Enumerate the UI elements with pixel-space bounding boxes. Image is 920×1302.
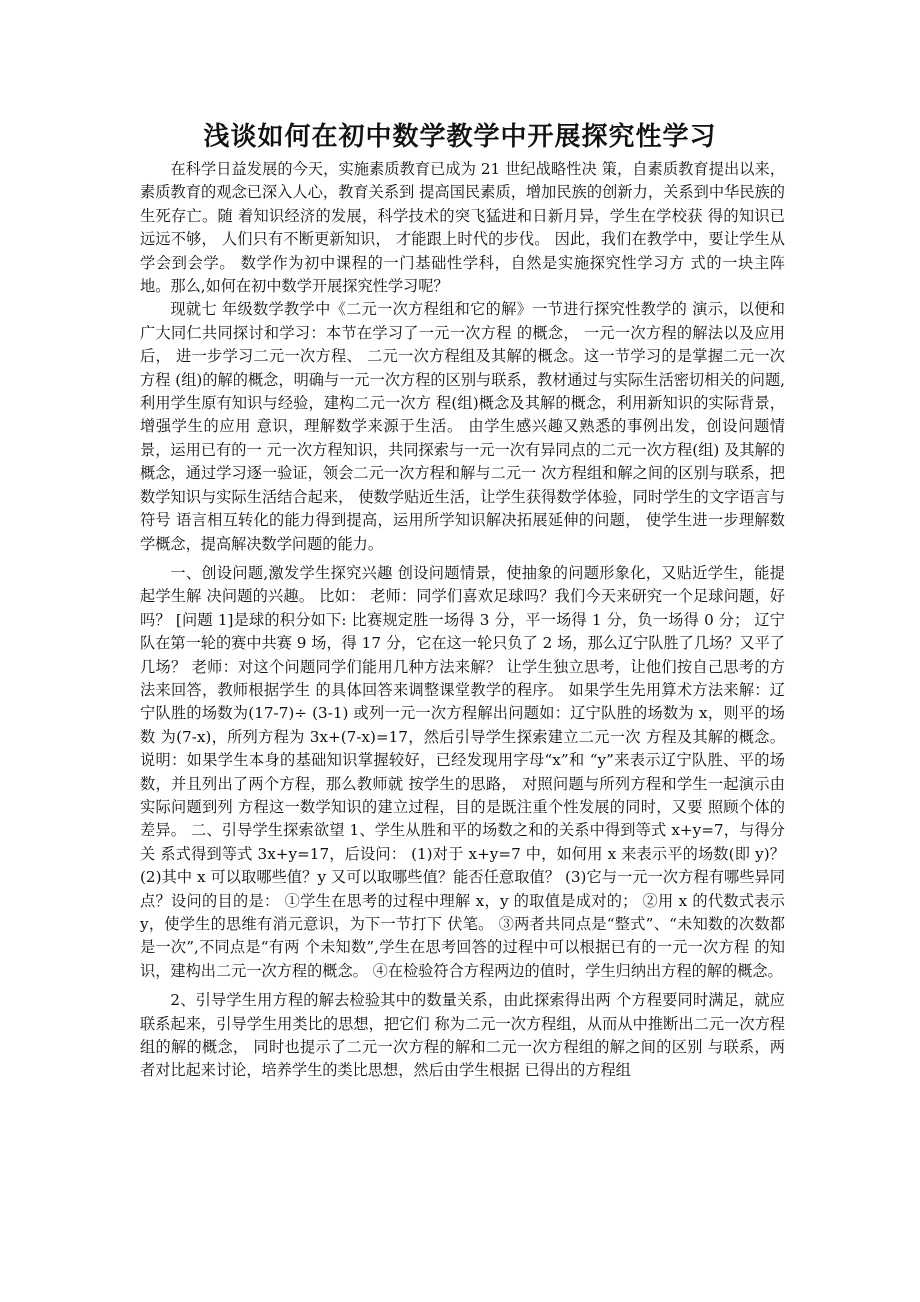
document-title: 浅谈如何在初中数学教学中开展探究性学习 (203, 122, 717, 152)
paragraph-demo: 现就七 年级数学教学中《二元一次方程组和它的解》一节进行探究性教学的 演示，以便和广大同仁共同探讨和学习：本节在学习了一元一次方程 的概念， 一元一次方程的解法以及应用后， 进一步学习二元一次方程、 二元一次方程组及其解的概念。这一节学习的是掌握二元一次方程 (组)的解的概念，明确与一元一次方程的区别与联系，教材通过与实际生活密切相关的问题,利用学生原有知识与经验，建构二元一次方 程(组)概念及其解的概念，利用新知识的实际背景，增强学生的应用 意识，理解数学来源于生活。 由学生感兴趣又熟悉的事例出发，创设问题情景，运用已有的一 元一次方程知识，共同探索与一元一次有异同点的二元一次方程(组) 及其解的概念，通过学习逐一验证，领会二元一次方程和解与二元一 次方程组和解之间的区别与联系，把数学知识与实际生活结合起来， 使数学贴近生活，让学生获得数学体验，同时学生的文字语言与符号 语言相互转化的能力得到提高，运用所学知识解决拓展延伸的问题， 使学生进一步理解数学概念，提高解决数学问题的能力。 (140, 300, 785, 553)
document-body (140, 158, 785, 1083)
paragraph-section-one: 一、创设问题,激发学生探究兴趣 创设问题情景，使抽象的问题形象化，又贴近学生，能提起学生解 决问题的兴趣。 比如： 老师：同学们喜欢足球吗？我们今天来研究一个足球问题，好吗？ [问题 1]是球的积分如下: 比赛规定胜一场得 3 分，平一场得 1 分，负一场得 0 分； 辽宁队在第一轮的赛中共赛 9 场，得 17 分，它在这一轮只负了 2 场，那么辽宁队胜了几场？又平了几场？ 老师：对这个问题同学们能用几种方法来解？ 让学生独立思考，让他们按自己思考的方法来回答，教师根据学生 的具体回答来调整课堂教学的程序。 如果学生先用算术方法来解：辽宁队胜的场数为(17-7)÷ (3-1) 或列一元一次方程解出问题如：辽宁队胜的场数为 x，则平的场数 为(7-x)，所列方程为 3x+(7-x)=17，然后引导学生探索建立二元一次 方程及其解的概念。 说明：如果学生本身的基础知识掌握较好，已经发现用字母“x”和 “y”来表示辽宁队胜、平的场数，并且列出了两个方程，那么教师就 按学生的思路， 对照问题与所列方程和学生一起演示由实际问题到列 方程这一数学知识的建立过程，目的是既注重个性发展的同时，又要 照顾个体的差异。 二、引导学生探索欲望 1、学生从胜和平的场数之和的关系中得到等式 x+y=7，与得分关 系式得到等式 3x+y=17，后设问： (1)对于 x+y=7 中，如何用 x 来表示平的场数(即 y)？ (2)其中 x 可以取哪些值？y 又可以取哪些值？能否任意取值？ (3)它与一元一次方程有哪些异同点？设问的目的是： ①学生在思考的过程中理解 x，y 的取值是成对的； ②用 x 的代数式表示 y，使学生的思维有消元意识，为下一节打下 伏笔。 ③两者共同点是“整式”、“未知数的次数都是一次”,不同点是“有两 个未知数”,学生在思考回答的过程中可以根据已有的一元一次方程 的知识，建构出二元一次方程的概念。 ④在检验符合方程两边的值时，学生归纳出方程的解的概念。 (140, 563, 785, 980)
paragraph-section-two-part: 2、引导学生用方程的解去检验其中的数量关系，由此探索得出两 个方程要同时满足，就应联系起来，引导学生用类比的思想，把它们 称为二元一次方程组，从而从中推断出二元一次方程组的解的概念， 同时也提示了二元一次方程的解和二元一次方程组的解之间的区别 与联系，两者对比起来讨论，培养学生的类比思想，然后由学生根据 已得出的方程组 (140, 991, 785, 1080)
paragraph-intro: 在科学日益发展的今天，实施素质教育已成为 21 世纪战略性决 策，自素质教育提出以来，素质教育的观念已深入人心，教育关系到 提高国民素质，增加民族的创新力，关系到中华民族的生死存亡。随 着知识经济的发展，科学技术的突飞猛进和日新月异，学生在学校获 得的知识已远远不够， 人们只有不断更新知识， 才能跟上时代的步伐。 因此，我们在教学中，要让学生从学会到会学。 数学作为初中课程的一门基础性学科，自然是实施探究性学习方 式的一块主阵地。那么,如何在初中数学开展探究性学习呢？ (140, 160, 785, 296)
